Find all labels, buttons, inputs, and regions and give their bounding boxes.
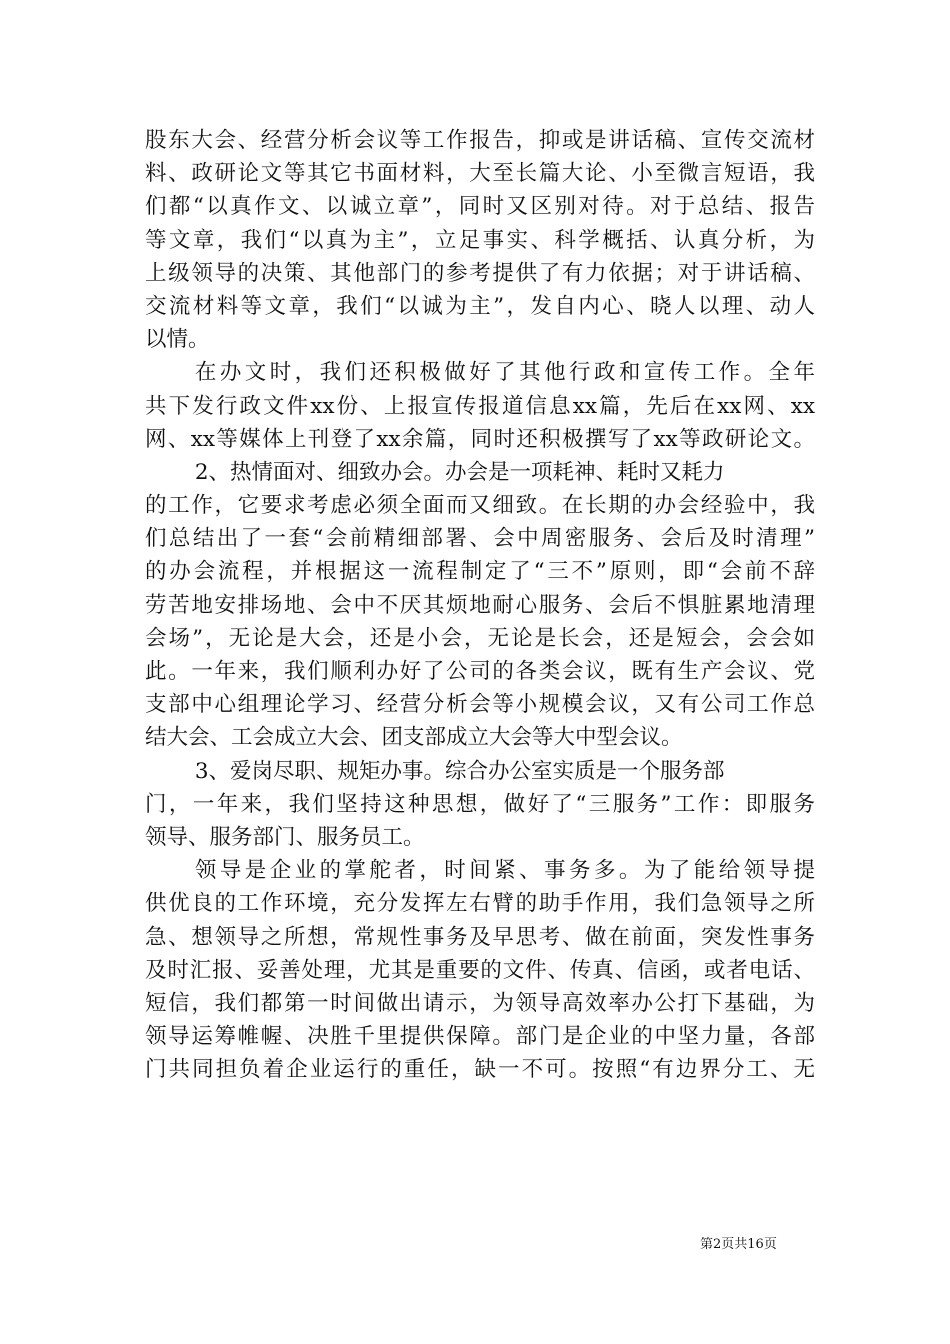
text-line: 此。一年来，我们顺利办好了公司的各类会议，既有生产会议、党: [145, 659, 815, 684]
page-number-footer: 第2页共16页: [700, 1237, 777, 1252]
text-line: 等文章，我们“以真为主”，立足事实、科学概括、认真分析，为: [145, 227, 815, 253]
text-line: 领导运筹帷幄、决胜千里提供保障。部门是企业的中坚力量，各部: [145, 1024, 815, 1050]
text-line: 上级领导的决策、其他部门的参考提供了有力依据；对于讲话稿、: [145, 260, 815, 286]
text-line: 会场”，无论是大会，还是小会，无论是长会，还是短会，会会如: [145, 625, 815, 651]
text-line: 料、政研论文等其它书面材料，大至长篇大论、小至微言短语，我: [145, 161, 815, 187]
text-line: 们总结出了一套“会前精细部署、会中周密服务、会后及时清理”: [145, 526, 815, 552]
text-line: 共下发行政文件xx份、上报宣传报道信息xx篇，先后在xx网、xx: [145, 393, 815, 419]
text-line: 短信，我们都第一时间做出请示，为领导高效率办公打下基础，为: [145, 990, 815, 1016]
text-line: 供优良的工作环境，充分发挥左右臂的助手作用，我们急领导之所: [145, 891, 815, 917]
text-line: 门共同担负着企业运行的重任，缺一不可。按照“有边界分工、无: [145, 1057, 815, 1083]
text-line: 在办文时，我们还积极做好了其他行政和宣传工作。全年: [145, 360, 815, 386]
text-line: 们都“以真作文、以诚立章”，同时又区别对待。对于总结、报告: [145, 194, 815, 220]
text-line: 及时汇报、妥善处理，尤其是重要的文件、传真、信函，或者电话、: [145, 957, 815, 983]
text-line: 的工作，它要求考虑必须全面而又细致。在长期的办会经验中，我: [145, 493, 815, 519]
text-line: 股东大会、经营分析会议等工作报告，抑或是讲话稿、宣传交流材: [145, 128, 815, 153]
text-line: 2、热情面对、细致办会。办会是一项耗神、耗时又耗力: [145, 459, 725, 485]
text-line: 门，一年来，我们坚持这种思想，做好了“三服务”工作：即服务: [145, 791, 815, 817]
text-line: 支部中心组理论学习、经营分析会等小规模会议，又有公司工作总: [145, 692, 815, 718]
text-line: 网、xx等媒体上刊登了xx余篇，同时还积极撰写了xx等政研论文。: [145, 426, 815, 452]
text-line: 3、爱岗尽职、规矩办事。综合办公室实质是一个服务部: [145, 758, 725, 784]
text-line: 急、想领导之所想，常规性事务及早思考、做在前面，突发性事务: [145, 924, 815, 950]
body-text: [145, 124, 815, 1086]
text-line: 领导、服务部门、服务员工。: [145, 824, 425, 850]
text-line: 结大会、工会成立大会、团支部成立大会等大中型会议。: [145, 725, 683, 751]
text-line: 劳苦地安排场地、会中不厌其烦地耐心服务、会后不惧脏累地清理: [145, 592, 815, 618]
text-line: 的办会流程，并根据这一流程制定了“三不”原则，即“会前不辞: [145, 559, 815, 585]
text-line: 交流材料等文章，我们“以诚为主”，发自内心、晓人以理、动人: [145, 293, 815, 319]
text-line: 领导是企业的掌舵者，时间紧、事务多。为了能给领导提: [145, 858, 815, 884]
text-line: 以情。: [145, 327, 210, 353]
